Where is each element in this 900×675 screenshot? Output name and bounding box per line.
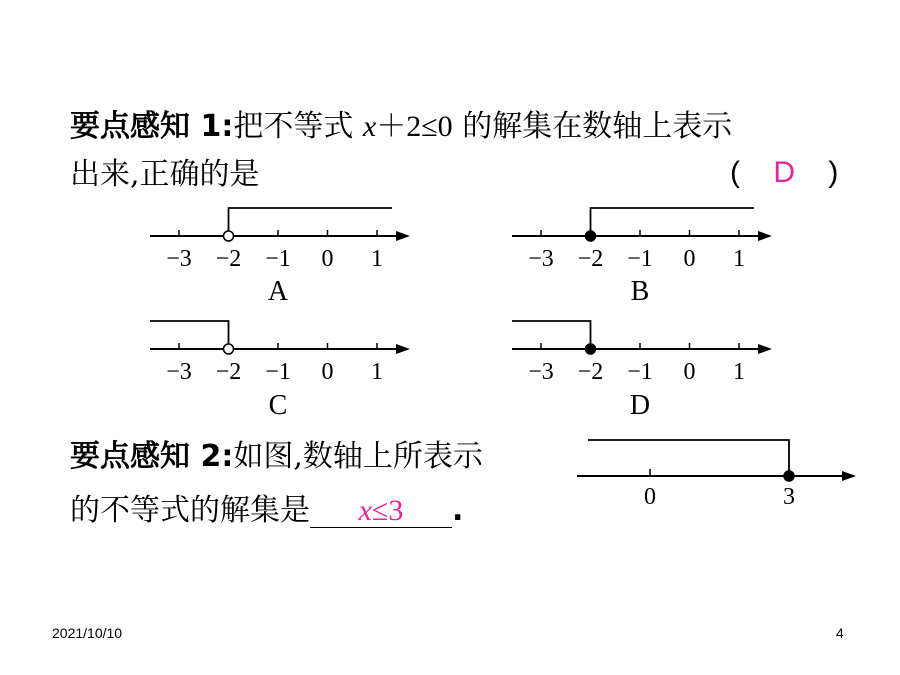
number-line-d-endpoint [586,344,596,354]
number-line-d-tick-label: −2 [577,359,604,385]
number-line-c-tick-label: −2 [215,359,242,385]
question-2-text: 如图,数轴上所表示 [233,439,483,474]
question-1-label: 要点感知 1 [70,109,222,144]
number-line-d-letter: D [629,390,651,421]
number-line-b-tick-label: −2 [577,246,604,272]
number-line-a-arrow [396,231,410,241]
question-1-line-2: 出来,正确的是 [70,157,260,192]
number-line-b-arrow [758,231,772,241]
number-line-b-tick-label: −3 [528,246,554,272]
number-line-c-tick-label: 1 [371,359,383,385]
paren-close: ) [828,156,839,189]
number-line-a-tick-label: 1 [371,246,383,272]
q2-tick-label: 3 [783,484,795,510]
q2-tick-label: 0 [644,484,656,510]
question-2-colon: : [221,439,234,474]
number-line-a-tick-label: 0 [321,246,334,272]
number-line-d-solution-ray [512,321,591,345]
number-line-b-letter: B [630,276,650,307]
number-line-d-tick-label: −1 [627,359,653,385]
number-line-d-tick-label: −3 [528,359,554,385]
number-line-d-tick-label: 0 [683,359,696,385]
number-line-a-tick-label: −1 [265,246,291,272]
question-2-answer-variable: x [358,494,372,527]
footer-date: 2021/10/10 [52,625,123,641]
number-line-d-tick-label: 1 [733,359,745,385]
question-1-variable: x [362,110,377,143]
number-line-c-letter: C [268,390,288,421]
question-2-label: 要点感知 2 [70,439,222,474]
question-1-answer: D [773,156,796,189]
question-1-inequality-rest: ＋2≤0 [376,110,453,143]
number-line-b-tick-label: 1 [733,246,745,272]
number-line-b-solution-ray [591,208,755,232]
number-line-b-tick-label: −1 [627,246,653,272]
number-line-c-tick-label: 0 [321,359,334,385]
question-1-text-before: 把不等式 [233,109,363,144]
question-2-period: . [452,493,464,528]
q2-solution-ray [588,440,789,472]
question-2-answer-rest: ≤3 [371,494,404,527]
question-1-text-after: 的解集在数轴上表示 [452,109,733,144]
q2-arrow [842,471,856,481]
number-line-a-tick-label: −3 [166,246,192,272]
number-line-c-endpoint [224,344,234,354]
number-line-a-solution-ray [229,208,393,232]
question-1-colon: : [221,109,234,144]
number-line-b-endpoint [586,231,596,241]
number-line-c-tick-label: −1 [265,359,291,385]
number-line-a-tick-label: −2 [215,246,242,272]
q2-endpoint [784,471,794,481]
number-line-d-arrow [758,344,772,354]
footer-page-number: 4 [836,625,844,641]
question-2-prompt: 的不等式的解集是 [70,493,310,528]
number-line-c-solution-ray [150,321,229,345]
number-line-c-tick-label: −3 [166,359,192,385]
number-line-a-endpoint [224,231,234,241]
number-line-b-tick-label: 0 [683,246,696,272]
number-line-a-letter: A [267,276,289,307]
paren-open: ( [730,156,740,189]
number-line-c-arrow [396,344,410,354]
